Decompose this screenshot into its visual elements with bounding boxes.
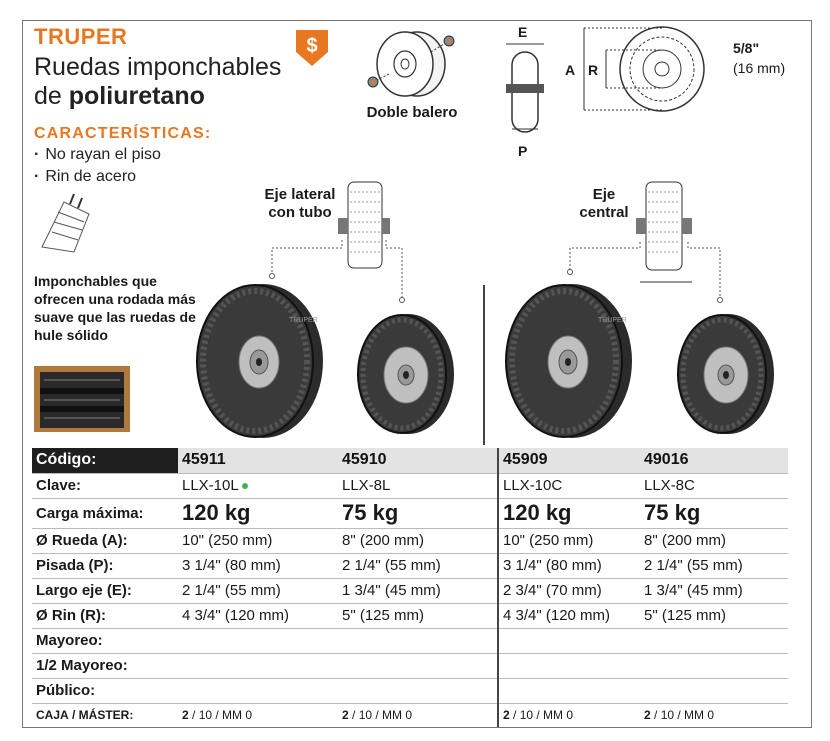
value-cell: 8" (200 mm) xyxy=(338,528,498,553)
value-cell: 2 1/4" (55 mm) xyxy=(338,553,498,578)
table-row xyxy=(32,578,788,603)
value-cell: LLX-10C xyxy=(498,473,640,498)
table-row xyxy=(32,553,788,578)
packaging-cell: 2 / 10 / MM 0 xyxy=(640,703,788,727)
value-cell: 5" (125 mm) xyxy=(640,603,788,628)
value-cell: 2 1/4" (55 mm) xyxy=(640,553,788,578)
packaging-label: CAJA / MÁSTER: xyxy=(32,703,178,727)
value-cell: 2 3/4" (70 mm) xyxy=(498,578,640,603)
code-cell: 45910 xyxy=(338,448,498,473)
dimension-p-label: P xyxy=(518,143,528,159)
table-row xyxy=(32,473,788,498)
value-cell: 120 kg xyxy=(498,498,640,528)
code-cell: 45909 xyxy=(498,448,640,473)
row-label: Mayoreo: xyxy=(32,628,178,653)
brand-logo: TRUPER xyxy=(34,24,128,49)
dimension-r-label: R xyxy=(588,62,599,78)
price-row xyxy=(32,628,788,653)
dimension-e-label: E xyxy=(518,24,528,40)
tire-45911-image xyxy=(195,282,325,440)
feature-note: Imponchables que ofrecen una rodada más suave que las ruedas de hule sólido xyxy=(34,273,196,343)
packaged-tires-photo xyxy=(34,366,130,432)
dimension-a-label: A xyxy=(565,62,576,78)
price-row xyxy=(32,678,788,703)
value-cell: 10" (250 mm) xyxy=(498,528,640,553)
value-cell: 3 1/4" (80 mm) xyxy=(178,553,338,578)
value-cell: 75 kg xyxy=(338,498,498,528)
double-bearing-illustration xyxy=(365,24,465,104)
tire-45910-image xyxy=(356,312,456,436)
value-cell: 3 1/4" (80 mm) xyxy=(498,553,640,578)
value-cell: LLX-10L xyxy=(178,473,338,498)
bore-size-label: 5/8" xyxy=(733,40,760,56)
tire-45909-image xyxy=(504,282,634,440)
row-label: Clave: xyxy=(32,473,178,498)
row-label: Carga máxima: xyxy=(32,498,178,528)
page-title-line1: Ruedas imponchables xyxy=(34,53,282,81)
page-title-line2: de poliuretano xyxy=(34,82,205,110)
installation-sketch xyxy=(34,192,104,262)
svg-text:TRUPER: TRUPER xyxy=(598,317,627,324)
features-heading: CARACTERÍSTICAS: xyxy=(34,125,212,142)
bearing-label: Doble balero xyxy=(366,104,458,121)
value-cell: 8" (200 mm) xyxy=(640,528,788,553)
row-label: Pisada (P): xyxy=(32,553,178,578)
row-label: Público: xyxy=(32,678,178,703)
code-cell: 45911 xyxy=(178,448,338,473)
value-cell: 1 3/4" (45 mm) xyxy=(338,578,498,603)
packaging-cell: 2 / 10 / MM 0 xyxy=(498,703,640,727)
value-cell: 120 kg xyxy=(178,498,338,528)
value-cell: 1 3/4" (45 mm) xyxy=(640,578,788,603)
packaging-cell: 2 / 10 / MM 0 xyxy=(178,703,338,727)
value-cell: 75 kg xyxy=(640,498,788,528)
svg-text:$: $ xyxy=(306,35,318,57)
new-indicator-icon xyxy=(242,483,248,489)
value-cell: 10" (250 mm) xyxy=(178,528,338,553)
value-cell: 4 3/4" (120 mm) xyxy=(498,603,640,628)
row-label: Ø Rueda (A): xyxy=(32,528,178,553)
value-cell: LLX-8C xyxy=(640,473,788,498)
table-row xyxy=(32,498,788,528)
bore-size-mm: (16 mm) xyxy=(733,60,786,76)
side-axle-label: Eje lateral con tubo xyxy=(264,186,336,221)
packaging-row xyxy=(32,703,788,727)
column-divider xyxy=(483,285,485,445)
row-label: 1/2 Mayoreo: xyxy=(32,653,178,678)
dollar-tag-icon xyxy=(292,28,332,68)
feature-item: · Rin de acero xyxy=(34,168,136,186)
code-cell: 49016 xyxy=(640,448,788,473)
price-row xyxy=(32,653,788,678)
table-header-row xyxy=(32,448,788,473)
value-cell: LLX-8L xyxy=(338,473,498,498)
table-row xyxy=(32,528,788,553)
tire-49016-image xyxy=(676,312,776,436)
packaging-cell: 2 / 10 / MM 0 xyxy=(338,703,498,727)
spec-table xyxy=(32,448,788,727)
value-cell: 2 1/4" (55 mm) xyxy=(178,578,338,603)
table-row xyxy=(32,603,788,628)
center-axle-label: Eje central xyxy=(579,186,629,221)
row-label: Ø Rin (R): xyxy=(32,603,178,628)
value-cell: 4 3/4" (120 mm) xyxy=(178,603,338,628)
value-cell: 5" (125 mm) xyxy=(338,603,498,628)
row-label: Largo eje (E): xyxy=(32,578,178,603)
code-header-label: Código: xyxy=(32,448,178,473)
svg-text:TRUPER: TRUPER xyxy=(289,317,318,324)
feature-item: · No rayan el piso xyxy=(34,146,161,164)
